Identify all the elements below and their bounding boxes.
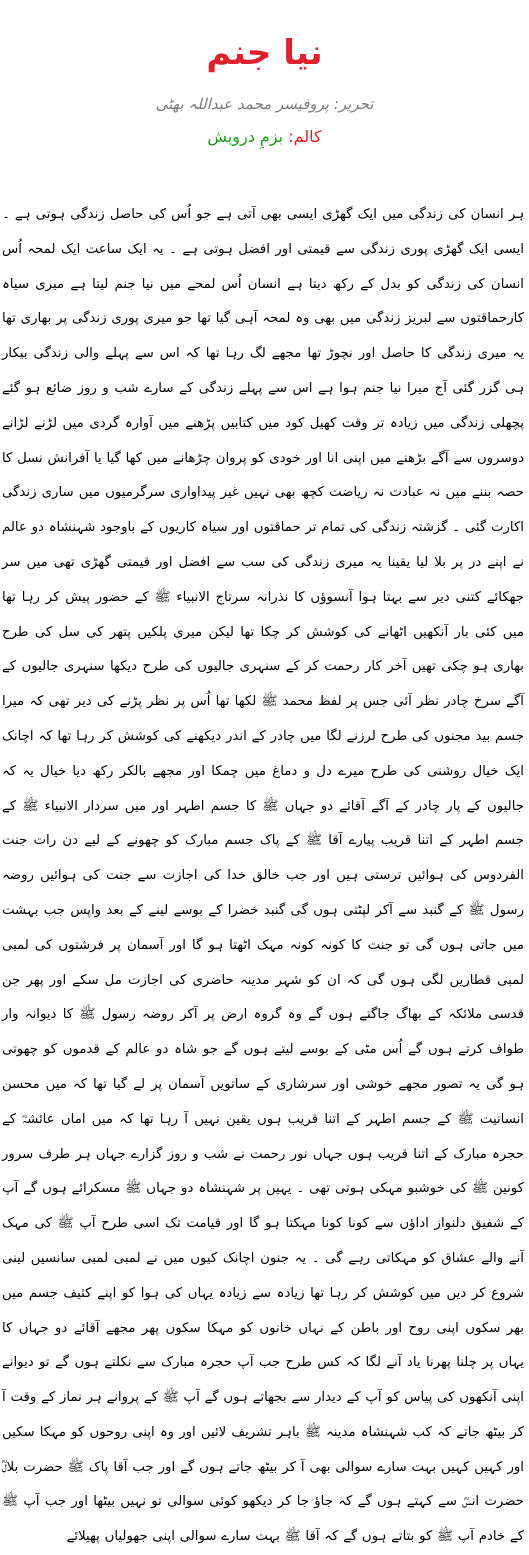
article-title: نیا جنم	[206, 33, 323, 73]
column-info	[0, 124, 529, 150]
article-body: ہر انسان کی زندگی میں ایک گھڑی ایسی بھی آتی ہے جو اُس کی حاصل زندگی ہوتی ہے ۔ ایسی ایک گھڑی پوری زندگی سے قیمتی اور افضل ہوتی ہے ۔ یہ ایک ساعت ایک لمحہ اُس انسان کی زندگی کو بدل کے رکھ دیتا ہے انسان اُس لمحے میں نیا جنم لیتا ہے میری سیاہ کارحماقتوں سے لبریز زندگی میں بھی وہ لمحہ آہی گیا تھا جو میری پوری زندگی پر بھاری تھا یہ میری زندگی کا حاصل اور نچوڑ تھا مجھے لگ رہا تھا کہ اس سے پہلے والی زندگی بیکار ہی گزر گئی آج میرا نیا جنم ہوا ہے اس سے پہلے زندگی کے سارے شب و روز ضائع ہو گئے پچھلی زندگی میں زیادہ تر وقت کھیل کود میں کتابیں پڑھنے میں آوارہ گردی میں لڑنے لڑانے دوسروں سے آگے بڑھنے میں اپنی انا اور خودی کو پروان چڑھانے میں کھا گیا یا آفرانش نسل کا حصہ بننے میں نہ عبادت نہ ریاضت کچھ بھی نہیں غیر پیداواری سرگرمیوں میں ساری زندگی اکارت گئی ۔ گزشتہ زندگی کی تمام تر حماقتوں اور سیاہ کاریوں کے باوجود شہنشاہ دو عالم نے اپنے در پر بلا لیا یقینا یہ میری زندگی کی سب سے افضل اور قیمتی گھڑی تھی میں سر جھکائے کتنی دیر سے بہتا ہوا آنسوؤں کا نذرانہ سرتاج الانبیاء ﷺ کے حضور پیش کر رہا تھا میں کئی بار آنکھیں اٹھانے کی کوشش کر چکا تھا لیکن میری پلکیں پتھر کی سل کی طرح بھاری ہو چکی تھیں آخر کار رحمت کر کے سنہری جالیوں کی طرح دیکھا سنہری جالیوں کے آگے سرخ چادر نظر آئی جس پر لفظ محمد ﷺ لکھا تھا اُس پر نظر پڑنے کی دیر تھی کہ میرا جسم بید مجنوں کی طرح لرزنے لگا میں چادر کے اندر دیکھنے کی کوشش کر رہا تھا کہ اچانک ایک خیال روشنی کی طرح میرے دل و دماغ میں چمکا اور مجھے بالکر رکھ دیا خیال یہ کہ جالیوں کے پار چادر کے آگے آقائے دو جہاں ﷺ کا جسم اطہر اور میں سردار الانبیاء ﷺ کے جسم اطہر کے اتنا قریب پیارے آقا ﷺ کے پاک جسم مبارک کو چھونے کے لیے دن رات جنت الفردوس کی ہوائیں ترستی ہیں اور جب خالق خدا کی اجازت سے جنت کی ہوائیں روضہ رسول ﷺ کے گنبد سے آکر لپٹتی ہوں گی گنبد خضرا کے بوسے لینے کے بعد واپس جب بہشت میں جاتی ہوں گی تو جنت کا کونہ کونہ مہک اٹھتا ہو گا اور آسمان پر فرشتوں کی لمبی لمبی قطاریں لگی ہوں گی کہ ان کو شہر مدینہ حاضری کی اجازت مل سکے اور پھر جن قدسی ملائکہ کے بھاگ جاگتے ہوں گے وہ گروہ ارض پر آکر روضہ رسول ﷺ کا دیوانہ وار طواف کرتے ہوں گے اُس مٹی کے بوسے لیتے ہوں گے جو شاہ دو عالم کے قدموں کو چھوتی ہو گی یہ تصور مجھے خوشی اور سرشاری کے ساتویں آسمان پر لے گیا تھا کہ میں محسن انسانیت ﷺ کے جسم اطہر کے اتنا قریب ہوں یقین نہیں آ رہا تھا کہ میں اماں عائشہؓ کے حجرہ مبارک کے اتنا قریب ہوں جہاں نور رحمت نے شب و روز گزارے جہاں ہر طرف سرور کونین ﷺ کی خوشبو مہکی ہوتی تھی ۔ یہیں پر شہنشاہ دو جہاں ﷺ مسکرائے ہوں گے آپ کے شفیق دلنواز اداؤں سے کونا کونا مہکتا ہو گا اور قیامت تک اسی طرح آپ ﷺ کی مہک آنے والے عشاق کو مہکاتی رہے گی ۔ یہ جنون اچانک کیوں میں نے لمبی لمبی سانسیں لینی شروع کر دیں میں کوشش کر رہا تھا زیادہ سے زیادہ یہاں کی ہوا کو اپنے کثیف جسم میں بھر سکوں اپنی روح اور باطن کے نہاں خانوں کو مہکا سکوں پھر مجھے آقائے دو جہاں کا یہاں پر چلنا پھرنا یاد آنے لگا کہ کس طرح جب آپ حجرہ مبارک سے نکلتے ہوں گے تو دیوانے اپنی آنکھوں کی پیاس کو آپ کے دیدار سے بجھاتے ہوں گے آپ ﷺ کے پروانے ہر نماز کے وقت آ کر بیٹھ جاتے کہ کب شہنشاہ مدینہ ﷺ باہر تشریف لائیں اور وہ اپنی روحوں کو مہکا سکیں اور کہیں کہیں بہت سارے سوالی بھی آ کر بیٹھ جاتے ہوں گے اور جب آقا پاک ﷺ حضرت بلالؓ حضرت انسؓ سے کہتے ہوں گے کہ جاؤ جا کر دیکھو کوئی سوالی تو نہیں بیٹھا اور جب آپ ﷺ کے خادم آپ ﷺ کو بتاتے ہوں گے کہ آقا ﷺ بہت سارے سوالی اپنی جھولیاں پھیلائے	[2, 207, 524, 1545]
column-label: کالم:	[288, 127, 322, 146]
author-byline: تحریر: پروفیسر محمد عبداللہ بھٹی	[155, 95, 374, 113]
column-name: بزمِ درویش	[207, 127, 284, 146]
